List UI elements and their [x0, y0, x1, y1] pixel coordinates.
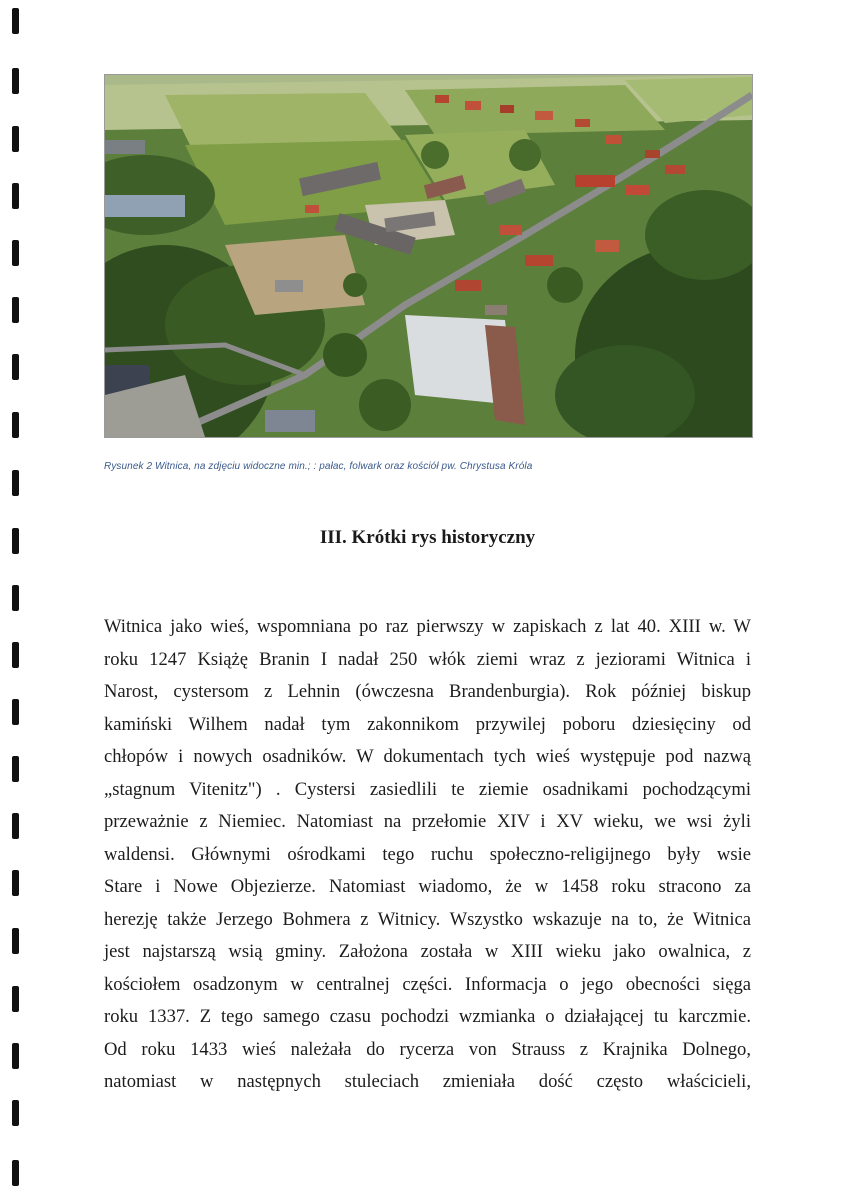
- text-line: roku 1247 Książę Branin I nadał 250 włók ziemi wraz z jeziorami Witnica i: [104, 648, 751, 670]
- text-line: natomiast w następnych stuleciach zmieniała dość często właścicieli,: [104, 1071, 751, 1092]
- text-line: Stare i Nowe Objezierze. Natomiast wiadomo, że w 1458 roku stracono za: [104, 876, 751, 897]
- aerial-photo: [104, 74, 753, 438]
- binding-hole: [12, 8, 19, 34]
- binding-hole: [12, 470, 19, 496]
- binding-hole: [12, 1160, 19, 1186]
- text-line: kościołem osadzonym w centralnej części. Informacja o jego obecności sięga: [104, 973, 751, 995]
- binding-hole: [12, 928, 19, 954]
- text-line: herezję także Jerzego Bohmera z Witnicy. Wszystko wskazuje na to, że Witnica: [104, 908, 751, 930]
- text-line: waldensi. Głównymi ośrodkami tego ruchu społeczno-religijnego były wsie: [104, 843, 751, 865]
- text-line: roku 1337. Z tego samego czasu pochodzi wzmianka o działającej tu karczmie.: [104, 1006, 751, 1027]
- binding-hole: [12, 183, 19, 209]
- binding-hole: [12, 126, 19, 152]
- text-line: Witnica jako wieś, wspomniana po raz pierwszy w zapiskach z lat 40. XIII w. W: [104, 616, 751, 637]
- figure-caption: Rysunek 2 Witnica, na zdjęciu widoczne min.; : pałac, folwark oraz kościół pw. Chrystusa Króla: [104, 461, 533, 472]
- binding-hole: [12, 870, 19, 896]
- binding-hole: [12, 412, 19, 438]
- section-heading: III. Krótki rys historyczny: [319, 527, 536, 548]
- binding-hole: [12, 756, 19, 782]
- binding-strip: [6, 0, 24, 1199]
- binding-hole: [12, 68, 19, 94]
- binding-hole: [12, 528, 19, 554]
- binding-hole: [12, 1100, 19, 1126]
- binding-hole: [12, 585, 19, 611]
- body-paragraph: [104, 611, 751, 1099]
- binding-hole: [12, 354, 19, 380]
- binding-hole: [12, 297, 19, 323]
- text-line: kamiński Wilhem nadał tym zakonnikom przywilej poboru dziesięciny od: [104, 713, 751, 735]
- binding-hole: [12, 240, 19, 266]
- binding-hole: [12, 813, 19, 839]
- binding-hole: [12, 986, 19, 1012]
- text-line: przeważnie z Niemiec. Natomiast na przełomie XIV i XV wieku, we wsi żyli: [104, 811, 751, 832]
- text-line: „stagnum Vitenitz") . Cystersi zasiedlili te ziemie osadnikami pochodzącymi: [104, 778, 751, 800]
- text-line: Od roku 1433 wieś należała do rycerza von Strauss z Krajnika Dolnego,: [104, 1038, 751, 1060]
- binding-hole: [12, 642, 19, 668]
- text-line: jest najstarszą wsią gminy. Założona została w XIII wieku jako owalnica, z: [104, 941, 751, 962]
- text-line: chłopów i nowych osadników. W dokumentach tych wieś występuje pod nazwą: [104, 746, 751, 767]
- binding-hole: [12, 699, 19, 725]
- binding-hole: [12, 1043, 19, 1069]
- text-line: Narost, cystersom z Lehnin (ówczesna Brandenburgia). Rok później biskup: [104, 681, 751, 702]
